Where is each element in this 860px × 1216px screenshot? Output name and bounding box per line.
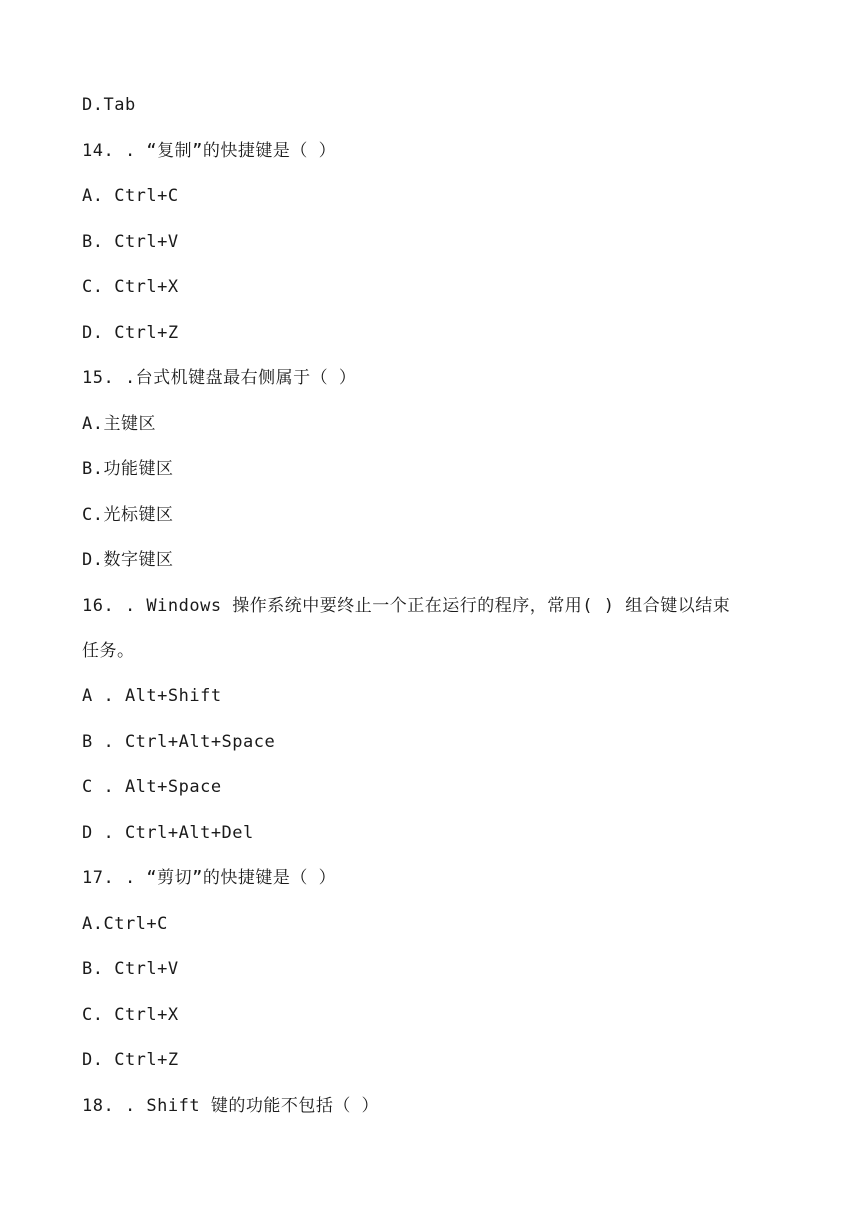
q16-option-d: D . Ctrl+Alt+Del	[82, 823, 254, 843]
q17-option-c: C. Ctrl+X	[82, 1005, 179, 1025]
q16-option-b: B . Ctrl+Alt+Space	[82, 732, 276, 752]
q14-option-c: C. Ctrl+X	[82, 277, 179, 297]
q15-option-c: C.光标键区	[82, 505, 174, 525]
q15-option-a: A.主键区	[82, 414, 156, 434]
q15-option-b: B.功能键区	[82, 459, 174, 479]
q17-option-a: A.Ctrl+C	[82, 914, 168, 934]
q17-question: 17. . “剪切”的快捷键是（ ）	[82, 868, 337, 888]
q14-option-b: B. Ctrl+V	[82, 232, 179, 252]
q16-question: 16. . Windows 操作系统中要终止一个正在运行的程序，常用( ) 组合键以结束	[82, 596, 731, 616]
q16-option-a: A . Alt+Shift	[82, 686, 222, 706]
q15-option-d: D.数字键区	[82, 550, 174, 570]
q14-option-d: D. Ctrl+Z	[82, 323, 179, 343]
q14-question: 14. . “复制”的快捷键是（ ）	[82, 141, 337, 161]
q16-option-c: C . Alt+Space	[82, 777, 222, 797]
q13-option-d: D.Tab	[82, 95, 136, 115]
q17-option-b: B. Ctrl+V	[82, 959, 179, 979]
q14-option-a: A. Ctrl+C	[82, 186, 179, 206]
q18-question: 18. . Shift 键的功能不包括（ ）	[82, 1096, 380, 1116]
q16-question-cont: 任务。	[82, 641, 135, 661]
q15-question: 15. .台式机键盘最右侧属于（ ）	[82, 368, 357, 388]
q17-option-d: D. Ctrl+Z	[82, 1050, 179, 1070]
